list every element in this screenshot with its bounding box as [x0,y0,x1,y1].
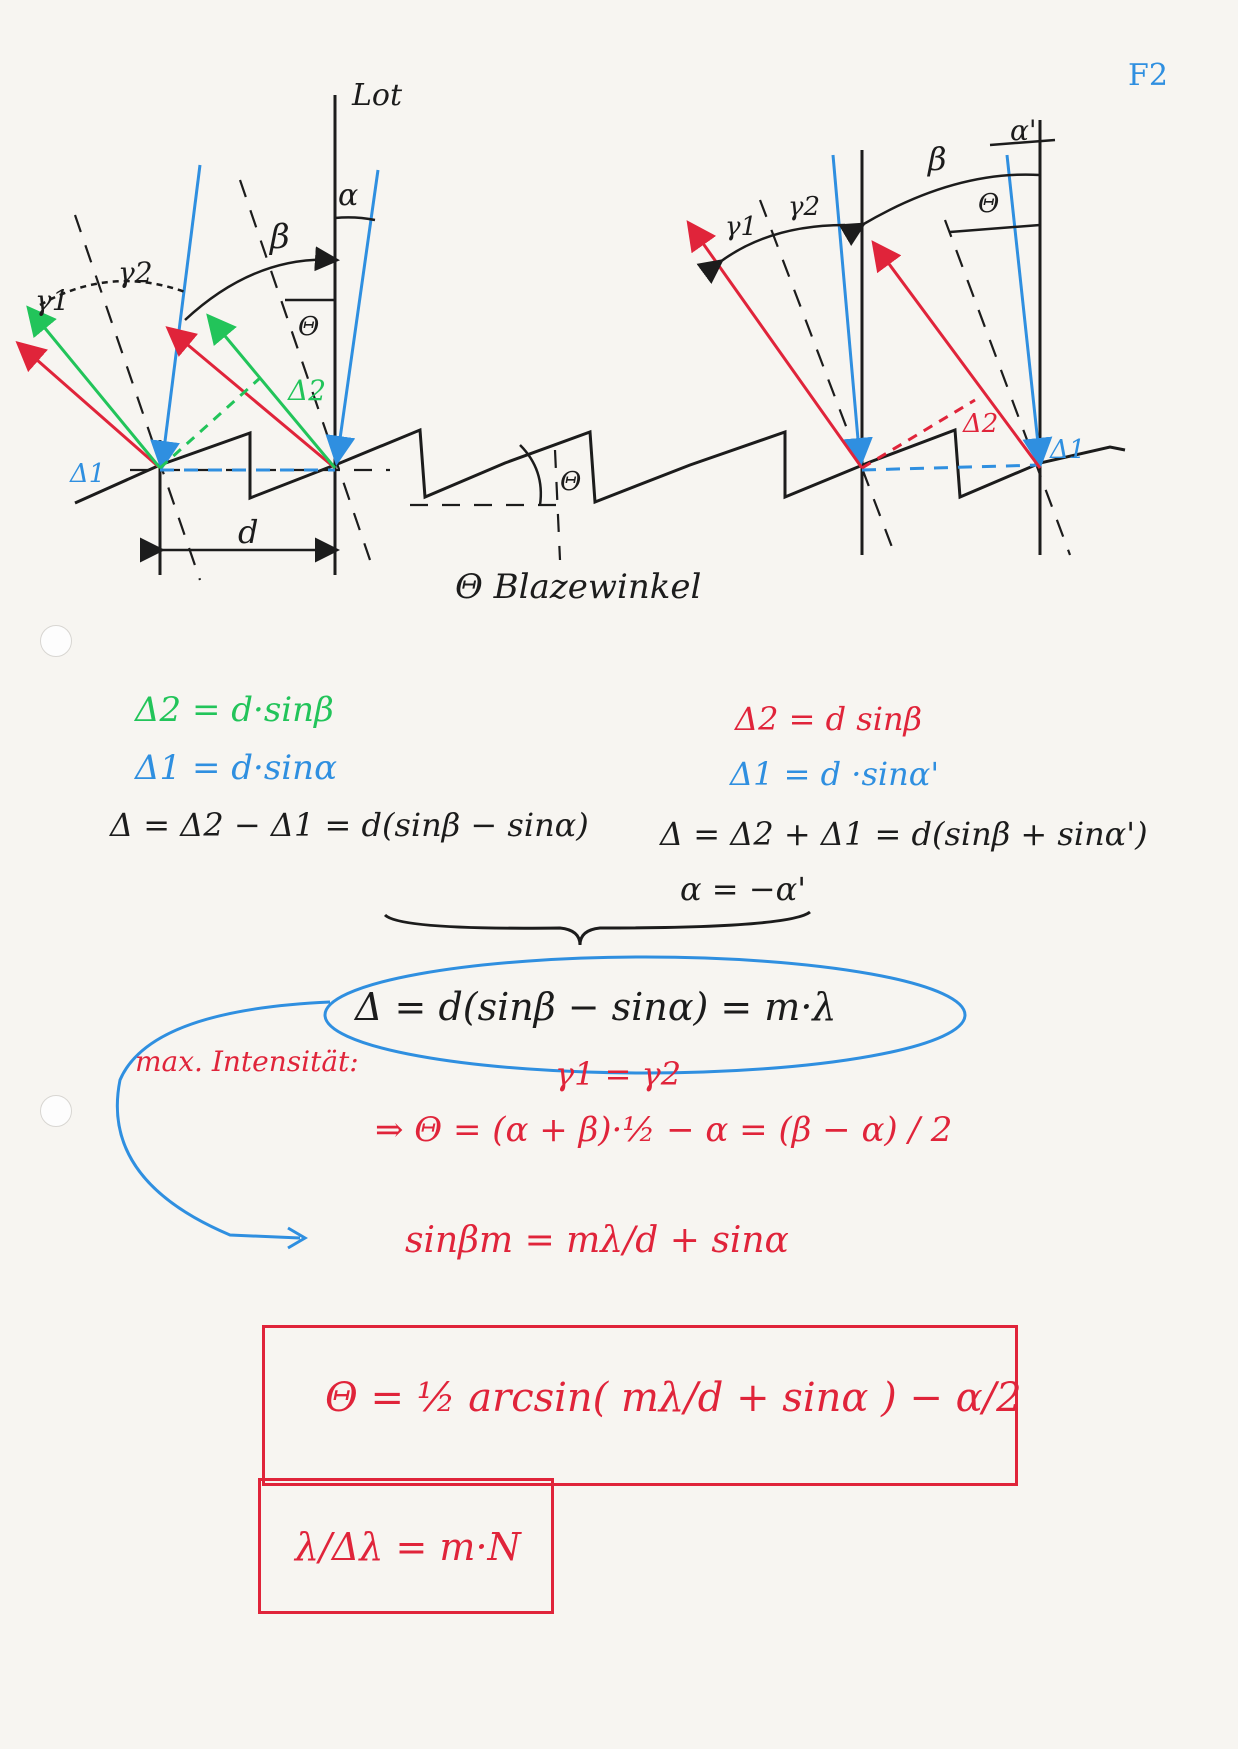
eq-delta2-left: Δ2 = d·sinβ [135,690,334,730]
eq-delta-left: Δ = Δ2 − Δ1 = d(sinβ − sinα) [110,806,589,844]
lot-label: Lot [352,78,403,113]
delta1-label-left: Δ1 [70,459,106,489]
gamma1-label-right: γ1 [725,212,758,242]
theta-label-right: Θ [978,189,1000,219]
gamma1-label-left: γ1 [35,284,70,317]
eq-delta2-right: Δ2 = d sinβ [735,700,923,738]
resolving-power-equation: λ/Δλ = m·N [295,1525,521,1569]
boxed-theta-equation: Θ = ½ arcsin( mλ/d + sinα ) − α/2 [325,1375,1022,1421]
delta2-label-left: Δ2 [288,374,327,407]
max-intensity-label: max. Intensität: [135,1045,359,1078]
delta1-label-right: Δ1 [1050,435,1086,465]
alpha-label: α [338,178,359,213]
theta-derivation: ⇒ Θ = (α + β)·½ − α = (β − α) / 2 [375,1110,953,1150]
delta2-label-right: Δ2 [963,409,999,439]
beta-label-right: β [928,140,947,178]
combined-equation: Δ = d(sinβ − sinα) = m·λ [355,985,837,1029]
theta-label-left: Θ [298,312,320,342]
beta-label-left: β [270,217,290,257]
eq-delta1-right: Δ1 = d ·sinα' [730,755,940,793]
d-label: d [238,513,259,551]
gamma2-label-right: γ2 [788,192,821,222]
blaze-caption: Θ Blazewinkel [455,567,702,607]
gamma-condition: γ1 = γ2 [555,1055,682,1093]
eq-delta1-left: Δ1 = d·sinα [135,748,338,788]
eq-alpha-relation: α = −α' [680,870,806,908]
curved-arrow [117,1002,330,1238]
sin-beta-m-equation: sinβm = mλ/d + sinα [405,1220,789,1261]
eq-delta-right: Δ = Δ2 + Δ1 = d(sinβ + sinα') [660,815,1148,853]
brace [385,912,810,945]
page-number: F2 [1128,58,1168,93]
theta-label-mid: Θ [560,467,582,497]
alpha-prime-label: α' [1010,114,1037,147]
gamma2-label-left: γ2 [118,256,153,289]
